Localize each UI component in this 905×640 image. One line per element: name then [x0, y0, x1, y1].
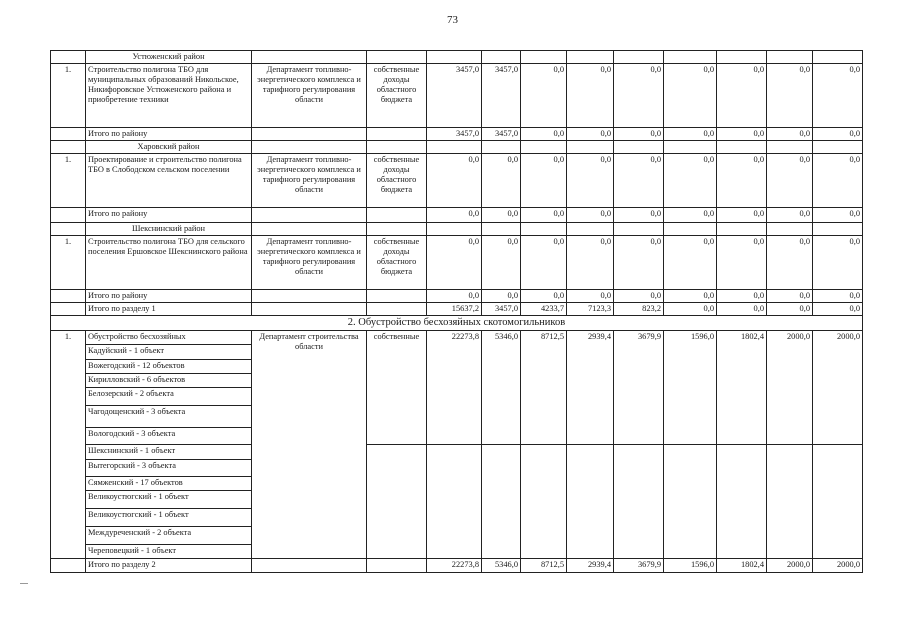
- value-cell: 0,0: [664, 289, 717, 302]
- source-cell: [367, 128, 427, 141]
- row-number: [51, 289, 86, 302]
- value-cell: [767, 445, 813, 559]
- value-cell: 2939,4: [567, 331, 614, 445]
- dept-cell: [252, 128, 367, 141]
- value-cell: [427, 140, 482, 153]
- value-cell: 3457,0: [482, 128, 521, 141]
- value-cell: 0,0: [614, 207, 664, 222]
- value-cell: 0,0: [567, 235, 614, 289]
- source-cell: [367, 207, 427, 222]
- total-label: Итого по разделу 2: [86, 559, 252, 573]
- value-cell: 0,0: [664, 128, 717, 141]
- row-number: [51, 128, 86, 141]
- value-cell: [567, 140, 614, 153]
- value-cell: [664, 222, 717, 235]
- value-cell: 0,0: [521, 128, 567, 141]
- dept-cell: [252, 289, 367, 302]
- row-number: 1.: [51, 235, 86, 289]
- value-cell: 0,0: [614, 289, 664, 302]
- department: Департамент топливно-энергетического комплекса и тарифного регулирования области: [252, 235, 367, 289]
- value-cell: 0,0: [664, 235, 717, 289]
- dept-cell: [252, 559, 367, 573]
- value-cell: [427, 51, 482, 64]
- value-cell: [767, 51, 813, 64]
- value-cell: [482, 51, 521, 64]
- district-item: Чагодощенский - 3 объекта: [86, 406, 252, 428]
- value-cell: [521, 222, 567, 235]
- value-cell: 0,0: [521, 289, 567, 302]
- value-cell: 0,0: [813, 207, 863, 222]
- item-row: [51, 153, 863, 207]
- dept-cell: [252, 51, 367, 64]
- value-cell: [813, 51, 863, 64]
- item-name: Строительство полигона ТБО для муниципальных образований Никольское, Никифоровское Устюженского района и приобретение техники: [86, 64, 252, 128]
- value-cell: 2000,0: [813, 559, 863, 573]
- value-cell: 0,0: [482, 289, 521, 302]
- value-cell: 0,0: [482, 153, 521, 207]
- budget-table: [50, 50, 863, 573]
- value-cell: [614, 222, 664, 235]
- dept-cell: [252, 207, 367, 222]
- edge-mark: [20, 583, 28, 584]
- value-cell: 3679,9: [614, 331, 664, 445]
- value-cell: [427, 445, 482, 559]
- total-label: Итого по району: [86, 289, 252, 302]
- value-cell: 0,0: [567, 153, 614, 207]
- value-cell: 5346,0: [482, 559, 521, 573]
- value-cell: 0,0: [767, 153, 813, 207]
- value-cell: [614, 51, 664, 64]
- total-row: [51, 289, 863, 302]
- value-cell: 22273,8: [427, 559, 482, 573]
- value-cell: [521, 51, 567, 64]
- region-row: [51, 140, 863, 153]
- value-cell: 2939,4: [567, 559, 614, 573]
- region-name: Устюженский район: [86, 51, 252, 64]
- district-item: Великоустюгский - 1 объект: [86, 491, 252, 509]
- value-cell: [717, 140, 767, 153]
- dept-cell: [252, 302, 367, 315]
- value-cell: 0,0: [717, 289, 767, 302]
- district-item: Междуреченский - 2 объекта: [86, 527, 252, 545]
- total-label: Итого по району: [86, 207, 252, 222]
- item-name: Обустройство бесхозяйных: [86, 331, 252, 345]
- value-cell: 3457,0: [427, 128, 482, 141]
- value-cell: 0,0: [717, 207, 767, 222]
- total-label: Итого по району: [86, 128, 252, 141]
- department: Департамент строительства области: [252, 331, 367, 559]
- value-cell: 0,0: [521, 235, 567, 289]
- district-item: Череповецкий - 1 объект: [86, 545, 252, 559]
- value-cell: 0,0: [717, 235, 767, 289]
- source-cell: [367, 559, 427, 573]
- value-cell: 0,0: [767, 207, 813, 222]
- department: Департамент топливно-энергетического комплекса и тарифного регулирования области: [252, 64, 367, 128]
- value-cell: 8712,5: [521, 331, 567, 445]
- value-cell: 3679,9: [614, 559, 664, 573]
- value-cell: 0,0: [813, 289, 863, 302]
- value-cell: 1802,4: [717, 331, 767, 445]
- item-row: [51, 64, 863, 128]
- value-cell: [567, 51, 614, 64]
- value-cell: [767, 222, 813, 235]
- value-cell: [717, 51, 767, 64]
- row-number: 1.: [51, 331, 86, 559]
- row-number: [51, 222, 86, 235]
- value-cell: 5346,0: [482, 331, 521, 445]
- total-row: [51, 302, 863, 315]
- value-cell: 0,0: [567, 289, 614, 302]
- district-item: Шекснинский - 1 объект: [86, 445, 252, 460]
- district-item: Белозерский - 2 объекта: [86, 388, 252, 406]
- value-cell: 0,0: [482, 207, 521, 222]
- value-cell: 0,0: [767, 64, 813, 128]
- value-cell: [717, 222, 767, 235]
- value-cell: 0,0: [813, 128, 863, 141]
- item-name: Строительство полигона ТБО для сельского поселения Ершовское Шекснинского района: [86, 235, 252, 289]
- value-cell: 0,0: [521, 207, 567, 222]
- district-item: Кадуйский - 1 объект: [86, 345, 252, 360]
- value-cell: [664, 445, 717, 559]
- value-cell: 1802,4: [717, 559, 767, 573]
- total-label: Итого по разделу 1: [86, 302, 252, 315]
- row-number: [51, 51, 86, 64]
- source-cell: [367, 445, 427, 559]
- funding-source: собственные доходы областного бюджета: [367, 64, 427, 128]
- value-cell: 0,0: [767, 302, 813, 315]
- value-cell: [664, 51, 717, 64]
- value-cell: 0,0: [521, 64, 567, 128]
- page-number: 73: [447, 14, 458, 26]
- value-cell: [427, 222, 482, 235]
- value-cell: 0,0: [717, 64, 767, 128]
- value-cell: [482, 445, 521, 559]
- district-item: Кирилловский - 6 объектов: [86, 374, 252, 388]
- dept-cell: [252, 140, 367, 153]
- value-cell: 0,0: [664, 302, 717, 315]
- source-cell: [367, 302, 427, 315]
- district-item: Вожегодский - 12 объектов: [86, 360, 252, 374]
- district-item: Вологодский - 3 объекта: [86, 428, 252, 445]
- value-cell: 823,2: [614, 302, 664, 315]
- value-cell: [813, 222, 863, 235]
- value-cell: 0,0: [767, 289, 813, 302]
- value-cell: 22273,8: [427, 331, 482, 445]
- district-item: Великоустюгский - 1 объект: [86, 509, 252, 527]
- value-cell: [482, 222, 521, 235]
- value-cell: 15637,2: [427, 302, 482, 315]
- value-cell: 0,0: [614, 128, 664, 141]
- value-cell: 0,0: [767, 128, 813, 141]
- total-row: [51, 207, 863, 222]
- value-cell: 0,0: [427, 153, 482, 207]
- region-name: Шекснинский район: [86, 222, 252, 235]
- value-cell: 0,0: [717, 128, 767, 141]
- item-row: [51, 235, 863, 289]
- row-number: 1.: [51, 153, 86, 207]
- value-cell: 0,0: [813, 235, 863, 289]
- value-cell: [567, 222, 614, 235]
- row-number: [51, 559, 86, 573]
- row-number: [51, 302, 86, 315]
- total-row: [51, 559, 863, 573]
- value-cell: 4233,7: [521, 302, 567, 315]
- value-cell: 3457,0: [482, 302, 521, 315]
- source-cell: [367, 289, 427, 302]
- value-cell: 2000,0: [767, 331, 813, 445]
- funding-source: собственные доходы областного бюджета: [367, 153, 427, 207]
- region-name: Харовский район: [86, 140, 252, 153]
- row-number: [51, 140, 86, 153]
- district-item: Вытегорский - 3 объекта: [86, 460, 252, 477]
- value-cell: 0,0: [813, 64, 863, 128]
- source-cell: [367, 51, 427, 64]
- sublist-row: [51, 445, 863, 460]
- region-row: [51, 222, 863, 235]
- value-cell: 0,0: [567, 64, 614, 128]
- value-cell: 0,0: [664, 153, 717, 207]
- row-number: [51, 207, 86, 222]
- value-cell: 2000,0: [767, 559, 813, 573]
- value-cell: 0,0: [614, 64, 664, 128]
- value-cell: 0,0: [717, 153, 767, 207]
- value-cell: 0,0: [427, 289, 482, 302]
- total-row: [51, 128, 863, 141]
- value-cell: 0,0: [767, 235, 813, 289]
- value-cell: [567, 445, 614, 559]
- row-number: 1.: [51, 64, 86, 128]
- value-cell: 3457,0: [482, 64, 521, 128]
- value-cell: [521, 140, 567, 153]
- value-cell: [767, 140, 813, 153]
- funding-source: собственные доходы областного бюджета: [367, 235, 427, 289]
- value-cell: 0,0: [664, 207, 717, 222]
- value-cell: [813, 445, 863, 559]
- value-cell: [521, 445, 567, 559]
- value-cell: 3457,0: [427, 64, 482, 128]
- source-cell: [367, 140, 427, 153]
- value-cell: 0,0: [664, 64, 717, 128]
- region-row: [51, 51, 863, 64]
- value-cell: 0,0: [813, 153, 863, 207]
- source-cell: [367, 222, 427, 235]
- dept-cell: [252, 222, 367, 235]
- value-cell: 0,0: [567, 128, 614, 141]
- section-title-row: [51, 315, 863, 330]
- value-cell: [614, 140, 664, 153]
- funding-source: собственные: [367, 331, 427, 445]
- value-cell: 0,0: [567, 207, 614, 222]
- value-cell: [614, 445, 664, 559]
- value-cell: 0,0: [614, 235, 664, 289]
- value-cell: 8712,5: [521, 559, 567, 573]
- value-cell: 7123,3: [567, 302, 614, 315]
- value-cell: 1596,0: [664, 331, 717, 445]
- value-cell: 0,0: [427, 235, 482, 289]
- value-cell: 0,0: [482, 235, 521, 289]
- value-cell: [664, 140, 717, 153]
- value-cell: 0,0: [521, 153, 567, 207]
- district-item: Сямженский - 17 объектов: [86, 477, 252, 491]
- value-cell: 1596,0: [664, 559, 717, 573]
- value-cell: 2000,0: [813, 331, 863, 445]
- value-cell: 0,0: [427, 207, 482, 222]
- item-name: Проектирование и строительство полигона ТБО в Слободском сельском поселении: [86, 153, 252, 207]
- section-title: 2. Обустройство бесхозяйных скотомогильников: [51, 315, 863, 330]
- value-cell: 0,0: [614, 153, 664, 207]
- item-row: [51, 331, 863, 345]
- value-cell: [717, 445, 767, 559]
- value-cell: 0,0: [813, 302, 863, 315]
- value-cell: 0,0: [717, 302, 767, 315]
- department: Департамент топливно-энергетического комплекса и тарифного регулирования области: [252, 153, 367, 207]
- value-cell: [482, 140, 521, 153]
- value-cell: [813, 140, 863, 153]
